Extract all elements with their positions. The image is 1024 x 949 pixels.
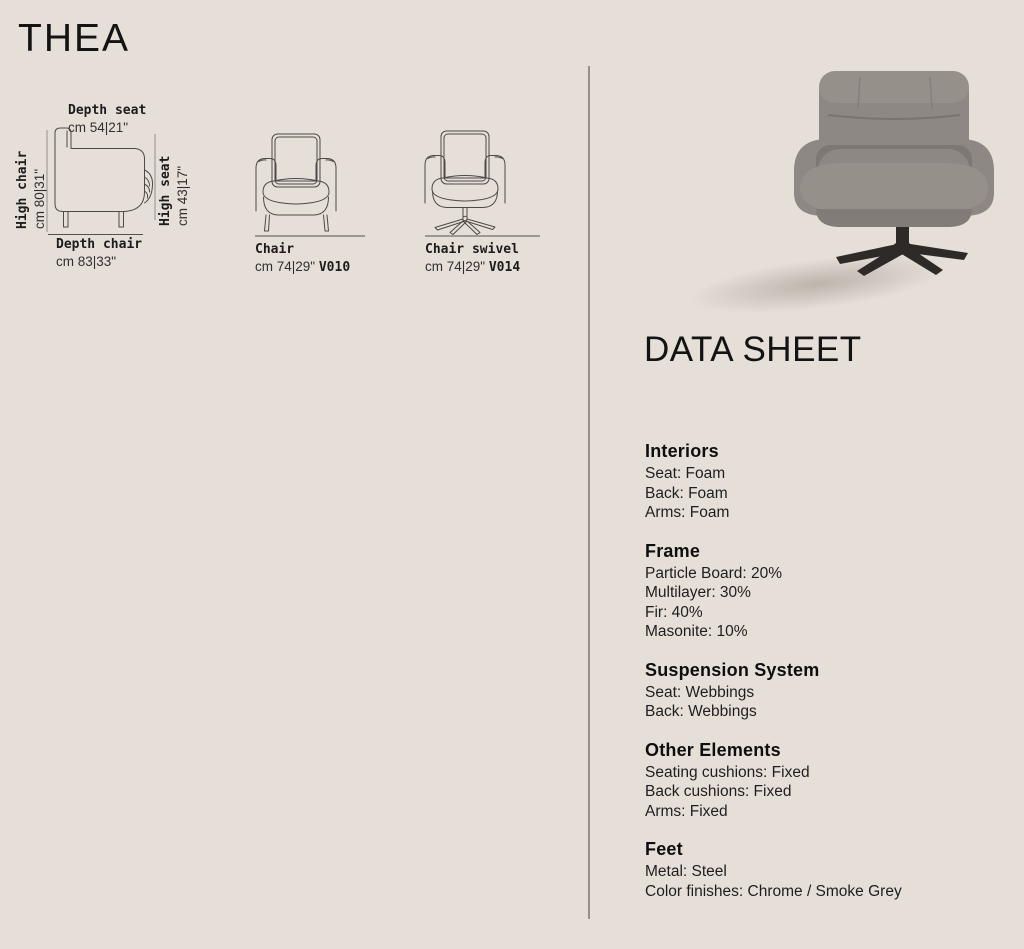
chair-swivel-dimensions (425, 259, 520, 275)
spec-item: Particle Board: 20% (645, 564, 782, 582)
product-photo (690, 53, 1024, 313)
depth-seat-value: cm 54|21" (68, 120, 129, 135)
section-title: Suspension System (645, 659, 820, 680)
spec-item: Arms: Fixed (645, 802, 728, 820)
depth-chair-value: cm 83|33" (56, 254, 117, 269)
high-seat-text: High seat (158, 155, 173, 226)
high-chair-value: cm 80|31" (31, 168, 47, 229)
high-seat-value: cm 43|17" (174, 165, 190, 226)
spec-item: Back: Foam (645, 484, 728, 502)
spec-section-other-elements (645, 739, 1015, 822)
chair-swivel-code: V014 (488, 260, 521, 275)
depth-seat-label: Depth seat (68, 103, 147, 118)
section-title: Other Elements (645, 739, 781, 760)
spec-list (645, 440, 1015, 918)
spec-item: Arms: Foam (645, 504, 730, 521)
chair-front-drawing (250, 125, 370, 237)
datasheet-heading: DATA SHEET (644, 330, 862, 369)
spec-item: Masonite: 10% (645, 623, 748, 640)
spec-item: Seating cushions: Fixed (645, 763, 810, 781)
high-chair-text: High chair (15, 150, 30, 229)
section-title: Feet (645, 839, 683, 859)
chair-body (794, 71, 994, 227)
spec-item: Back cushions: Fixed (645, 783, 792, 800)
chair-swivel-drawing (420, 123, 545, 237)
product-title: THEA (18, 17, 131, 60)
chair-dimensions (255, 259, 350, 275)
spec-item: Back: Webbings (645, 703, 757, 720)
chair-swivel-label: Chair swivel (425, 242, 519, 257)
side-view-drawing (40, 122, 165, 237)
spec-item: Seat: Webbings (645, 683, 755, 701)
spec-section-interiors (645, 440, 1015, 523)
spec-item: Color finishes: Chrome / Smoke Grey (645, 882, 902, 900)
chair-value: cm 74|29" (255, 259, 316, 274)
spec-section-frame (645, 540, 1015, 642)
depth-chair-label: Depth chair (56, 237, 143, 252)
chair-label: Chair (255, 242, 295, 257)
spec-item: Fir: 40% (645, 603, 703, 621)
section-title: Interiors (645, 441, 719, 461)
chair-swivel-value: cm 74|29" (425, 259, 486, 274)
vertical-divider (588, 66, 590, 919)
chair-code: V010 (318, 260, 351, 275)
spec-item: Multilayer: 30% (645, 584, 751, 601)
spec-item: Metal: Steel (645, 863, 727, 880)
spec-section-feet (645, 838, 1015, 901)
section-title: Frame (645, 540, 701, 561)
spec-section-suspension (645, 659, 1015, 722)
spec-item: Seat: Foam (645, 465, 726, 482)
